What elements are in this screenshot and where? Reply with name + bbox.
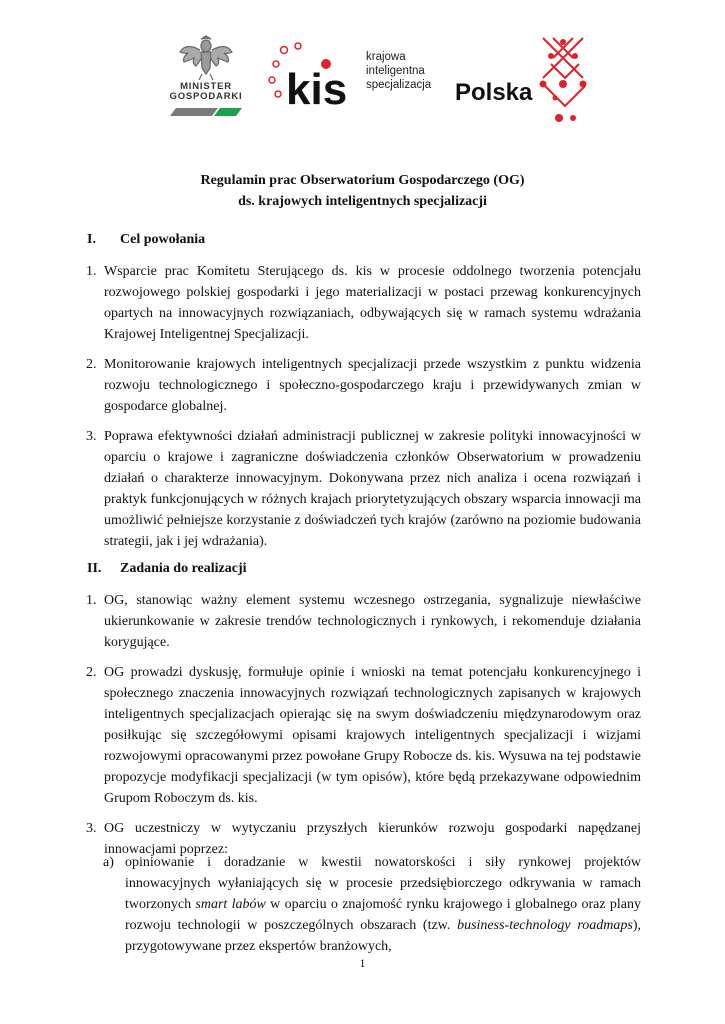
polska-logo — [455, 34, 590, 122]
section-2-title: Zadania do realizacji — [120, 561, 247, 576]
minister-line-2: GOSPODARKI — [169, 91, 243, 102]
list-item: 2. OG prowadzi dyskusję, formułuje opinie i wnioski na temat potencjału konkurencyjnego i społecznego znaczenia innowacyjnych rozwiązań technologicznych zapisanych w krajowych inteligentnych specjalizacjach opierając się na swym doświadczeniu międzynarodowym oraz posiłkując się szczegółowymi opisami krajowych inteligentnych specjalizacji i wizjami rozwojowymi opracowanymi przez powołane Grupy Robocze ds. kis. Wysuwa na tej podstawie propozycje modyfikacji specjalizacji (w tym opisów), które będą przekazywane odpowiednim Grupom Roboczym ds. kis. — [86, 665, 641, 806]
section-1-heading — [87, 232, 205, 248]
title-line-2: ds. krajowych inteligentnych specjalizacji — [238, 194, 487, 209]
kis-sub-line-1: krajowa — [366, 51, 406, 63]
eagle-emblem-icon — [166, 32, 246, 82]
polska-wordmark: Polska — [455, 79, 533, 106]
section-1-number: I. — [87, 232, 96, 247]
kis-sub-line-2: inteligentna — [366, 65, 425, 77]
title-line-1: Regulamin prac Obserwatorium Gospodarczego (OG) — [200, 173, 525, 188]
section-2-number: II. — [87, 561, 102, 576]
list-item: 1. Wsparcie prac Komitetu Sterującego ds. kis w procesie oddolnego tworzenia potencjału rozwojowego polskiej gospodarki i jego materializacji w postaci przewag konkurencyjnych opartych na innowacyjnych rozwiązaniach, odbywających się w ramach systemu wdrażania Krajowej Inteligentnej Specjalizacji. — [86, 264, 641, 342]
sub-item-label: a) — [103, 855, 114, 870]
list-item: 3. OG uczestniczy w wytyczaniu przyszłych kierunków rozwoju gospodarki napędzanej innowacjami poprzez: — [86, 821, 641, 857]
section-1-title: Cel powołania — [120, 232, 206, 247]
minister-line-1: MINISTER — [180, 81, 232, 92]
kis-sub-line-3: specjalizacja — [366, 79, 432, 91]
section-2-list — [86, 590, 641, 869]
section-2-heading — [87, 561, 247, 577]
sub-item-a: a) opiniowanie i doradzanie w kwestii nowatorskości i siły rynkowej projektów innowacyjnych wyłaniających się w procesie przedsiębiorczego odkrywania w ramach tworzonych smart labów w oparciu o znajomość rynku krajowego i globalnego oraz plany rozwoju technologii w poszczególnych obszarach (tzw. business-technology roadmaps), przygotowywane przez ekspertów branżowych, — [103, 852, 641, 957]
kis-wordmark: kis — [286, 65, 348, 112]
kis-logo — [268, 42, 438, 112]
polska-folk-pattern-icon — [543, 38, 585, 106]
page-number: 1 — [359, 956, 366, 970]
header-logos — [0, 30, 725, 130]
section-1-list — [86, 261, 641, 561]
kis-mark-icon — [268, 42, 363, 112]
list-item: 1. OG, stanowiąc ważny element systemu wczesnego ostrzegania, sygnalizuje niewłaściwe ukierunkowanie w zakresie trendów technologicznych i rynkowych, i rekomenduje działania korygujące. — [86, 593, 641, 650]
kis-subtitle — [366, 50, 431, 92]
document-title — [0, 170, 725, 212]
list-item: 3. Poprawa efektywności działań administracji publicznej w zakresie polityki innowacyjności w oparciu o krajowe i zagraniczne doświadczenia członków Obserwatorium w prowadzeniu działań o charakterze innowacyjnym. Dokonywana przez nich analiza i ocena rozwiązań i praktyk funkcjonujących w różnych krajach priorytetyzujących obszary wsparcia innowacji ma umożliwić pełniejsze korzystanie z doświadczeń tych krajów (zarówno na poziomie budowania strategii, jak i jej wdrażania). — [86, 429, 641, 549]
minister-stripes-icon — [170, 108, 242, 116]
minister-gospodarki-logo — [166, 32, 246, 122]
list-item: 2. Monitorowanie krajowych inteligentnych specjalizacji przede wszystkim z punktu widzenia rozwoju technologicznego i społeczno-gospodarczego kraju i przewidywanych zmian w gospodarce globalnej. — [86, 357, 641, 414]
